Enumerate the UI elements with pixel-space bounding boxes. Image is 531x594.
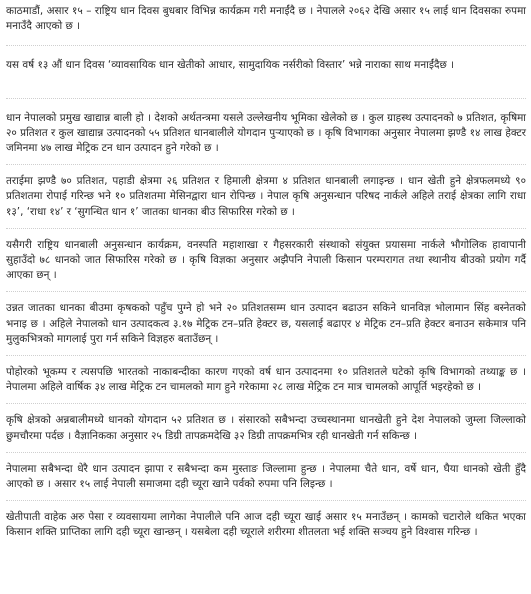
article-paragraph-4: तराईमा झण्डै ७० प्रतिशत, पहाडी क्षेत्रमा २६ प्रतिशत र हिमाली क्षेत्रमा ४ प्रतिशत धानबाली लगाइन्छ । धान खेती हुने क्षेत्रफलमध्ये ९० प्रतिशतमा रोपाई गरिन्छ भने १० प्रतिशतमा मेसिनद्वारा धान रोपिन्छ । नेपाल कृषि अनुसन्धान परिषद नार्कले अहिले तराई क्षेत्रका लागि राधा १३’, ‘राधा १४’ र ‘सुगन्धित धान १’ जातका धानका बीउ सिफारिस गरेको छ । [6, 175, 526, 218]
article-paragraph-5: यसैगरी राष्ट्रिय धानबाली अनुसन्धान कार्यक्रम, वनस्पति महाशाखा र गैहसरकारी संस्थाको संयुक्त प्रयासमा नार्कले भौगोलिक हावापानी सुहाउँदो ७८ धानको जात सिफारिस गरेको छ । कृषि विज्ञका अनुसार अझैपनि नेपाली किसान परम्परागत तथा स्थानीय बीउको प्रयोग गर्दै आएका छन् । [6, 238, 526, 282]
divider [6, 291, 526, 292]
divider [6, 403, 526, 404]
article-paragraph-3: धान नेपालको प्रमुख खाद्यान्न बाली हो । देशको अर्थतन्त्रमा यसले उल्लेखनीय भूमिका खेलेको छ । कुल ग्राहस्थ उत्पादनको ७ प्रतिशत, कृषिमा २० प्रतिशत र कुल खाद्यान्न उत्पादनको ५५ प्रतिशत धानबालीले योगदान पुऱ्याएको छ । कृषि विभागका अनुसार नेपालमा झण्डै १४ लाख हेक्टर जमिनमा ४७ लाख मेट्रिक टन धान उत्पादन हुने गरेको छ । [6, 111, 526, 155]
news-article [6, 4, 526, 541]
divider [6, 45, 526, 46]
article-paragraph-10: खेतीपाती वाहेक अरु पेसा र व्यवसायमा लागेका नेपालीले पनि आज दही च्यूरा खाई असार १५ मनाउँछन् । कामको चटारोले थकित भएका किसान शक्ति प्राप्तिका लागि दही च्यूरा खान्छन् । यसबेला दही च्यूराले शरीरमा शीतलता भई शक्ति सञ्चय हुने विश्वास गरिन्छ । [6, 511, 526, 539]
divider [6, 355, 526, 356]
divider [6, 98, 526, 99]
divider [6, 452, 526, 453]
article-paragraph-1: काठमाडौं, असार १५ – राष्ट्रिय धान दिवस बुधबार विभिन्न कार्यक्रम गरी मनाईंदै छ । नेपालले २०६२ देखि असार १५ लाई धान दिवसका रुपमा मनाउँदै आएको छ । [6, 5, 526, 33]
article-paragraph-2: यस वर्ष १३ औं धान दिवस ‘व्यावसायिक धान खेतीको आधार, सामुदायिक नर्सरीको विस्तार’ भन्ने नाराका साथ मनाईंदैछ । [6, 59, 454, 72]
article-paragraph-7: पोहोरको भूकम्प र त्यसपछि भारतको नाकाबन्दीका कारण गएको वर्ष धान उत्पादनमा १० प्रतिशतले घटेको कृषि विभागको तथ्याङ्क छ । नेपालमा अहिले वार्षिक ३४ लाख मेट्रिक टन चामलको माग हुने गरेकामा २८ लाख मेट्रिक टन मात्र चामलको आपूर्ति भइरहेको छ । [6, 366, 526, 394]
article-paragraph-6: उन्नत जातका धानका बीउमा कृषकको पहुँच पुग्ने हो भने २० प्रतिशतसम्म धान उत्पादन बढाउन सकिने धानविज्ञ भोलामान सिंह बस्नेतको भनाइ छ । अहिले नेपालको धान उत्पादकत्व ३.१७ मेट्रिक टन–प्रति हेक्टर छ, यसलाई बढाएर ४ मेट्रिक टन–प्रति हेक्टर बनाउन सकेमात्र पनि मुलुकभित्रको मागलाई पुरा गर्न सकिने विज्ञहरु बताउँछन् । [6, 302, 526, 345]
article-paragraph-9: नेपालमा सबैभन्दा धेरै धान उत्पादन झापा र सबैभन्दा कम मुस्ताङ जिल्लामा हुन्छ । नेपालमा चैते धान, वर्षे धान, घैया धानको खेती हुँदै आएको छ । असार १५ लाई नेपाली समाजमा दही च्यूरा खाने पर्वको रुपमा पनि लिइन्छ । [6, 462, 526, 491]
article-paragraph-8: कृषि क्षेत्रको अन्नबालीमध्ये धानको योगदान ५२ प्रतिशत छ । संसारको सबैभन्दा उच्चस्थानमा धानखेती हुने देश नेपालको जुम्ला जिल्लाको छुमचौरमा पर्दछ । वैज्ञानिकका अनुसार २५ डिग्री तापक्रमदेखि ३२ डिग्री तापक्रमभित्र रही धानखेती गर्न सकिन्छ । [6, 414, 526, 442]
divider [6, 164, 526, 165]
divider [6, 500, 526, 501]
divider [6, 228, 526, 229]
